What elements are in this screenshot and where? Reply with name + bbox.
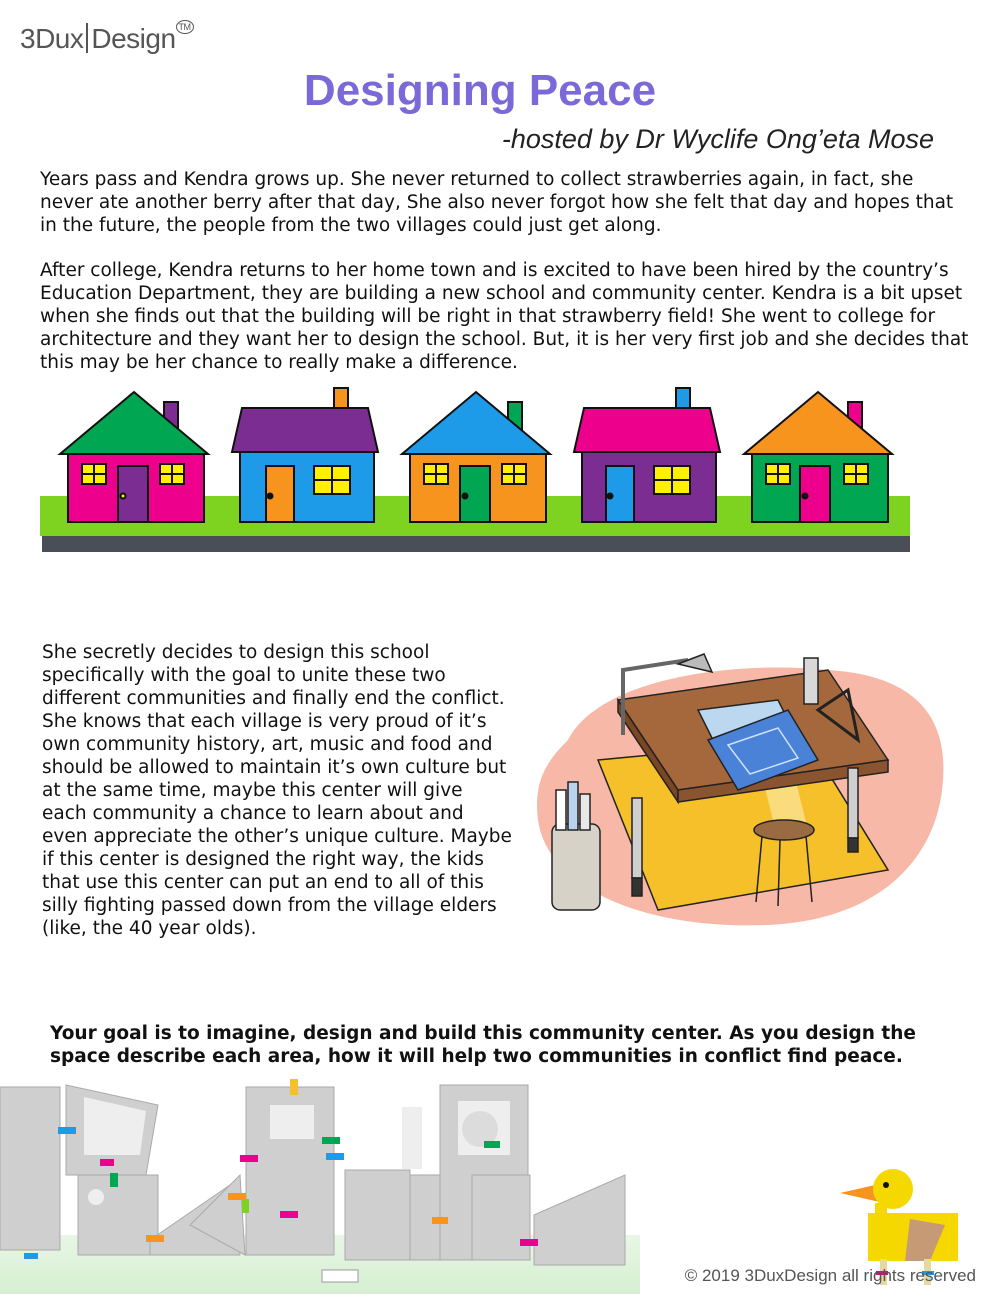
goal-statement: Your goal is to imagine, design and build this community center. As you design the space describe each area, how it will help two communities in conflict find peace. bbox=[50, 1023, 916, 1067]
house-2 bbox=[232, 388, 378, 522]
page-subtitle: -hosted by Dr Wyclife Ong’eta Mose bbox=[501, 124, 934, 154]
story-paragraph-3: She secretly decides to design this school specifically with the goal to unite these two different communities and finally end the conflict. She knows that each village is very proud of it’s own community history, art, music and food and should be allowed to maintain it’s own culture but at the same time, maybe this center will give each community a chance to learn about and even appreciate the other’s unique culture. Maybe if this center is designed the right way, the kids that use this center can put an end to all of this silly fighting passed down from the village elders (like, the 40 year olds). bbox=[42, 642, 512, 939]
house-3 bbox=[402, 392, 550, 522]
logo-divider bbox=[86, 23, 88, 53]
house-1 bbox=[60, 392, 208, 522]
page-title: Designing Peace bbox=[303, 66, 657, 115]
story-paragraph-2: After college, Kendra returns to her home town and is excited to have been hired by the country’s Education Department, they are building a new school and community center. Kendra is a bit upset when she finds out that the building will be right in that strawberry field! She went to college for architecture and they want her to design the school. But, it is her very first job and she decides that this may be her chance to really make a difference. bbox=[40, 260, 969, 373]
house-4 bbox=[574, 388, 720, 522]
trademark-icon: TM bbox=[176, 20, 194, 34]
house-5 bbox=[744, 392, 892, 522]
story-paragraph-1: Years pass and Kendra grows up. She never returned to collect strawberries again, in fact, she never ate another berry after that day, She also never forgot how she felt that day and hopes that in the future, the people from the two villages could just get along. bbox=[40, 169, 954, 236]
houses-illustration bbox=[40, 380, 912, 556]
brand-logo bbox=[20, 22, 194, 55]
logo-text-right: Design bbox=[91, 23, 176, 54]
copyright-notice: © 2019 3DuxDesign all rights reserved bbox=[684, 1266, 976, 1285]
drafting-desk-illustration bbox=[528, 640, 958, 940]
logo-text-left: 3Dux bbox=[20, 23, 84, 54]
cardboard-build-illustration bbox=[0, 1075, 1000, 1294]
